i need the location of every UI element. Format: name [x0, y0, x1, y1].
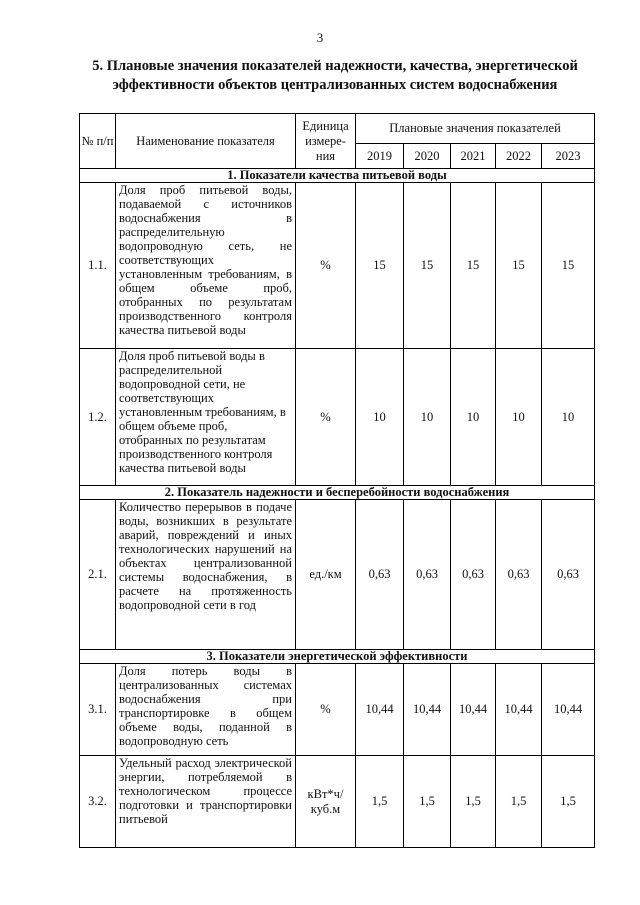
row-num: 2.1.	[80, 500, 116, 650]
header-year: 2019	[356, 144, 404, 169]
table-row	[80, 183, 595, 349]
row-value: 10,44	[356, 664, 404, 756]
row-value: 1,5	[404, 756, 451, 848]
row-num: 1.2.	[80, 349, 116, 486]
header-year: 2021	[451, 144, 496, 169]
row-value: 10,44	[404, 664, 451, 756]
row-unit: %	[296, 183, 356, 349]
header-unit: Единица измере-ния	[296, 114, 356, 169]
table-row	[80, 756, 595, 848]
row-value: 10	[542, 349, 595, 486]
row-num: 3.2.	[80, 756, 116, 848]
row-value: 1,5	[451, 756, 496, 848]
row-value: 10,44	[496, 664, 542, 756]
section-title: 1. Показатели качества питьевой воды	[80, 169, 595, 183]
row-value: 10	[451, 349, 496, 486]
row-num: 1.1.	[80, 183, 116, 349]
row-name: Доля проб питьевой воды в распределительной водопроводной сети, не соответствующих установленным требованиям, в общем объеме проб, отобранных по результатам производственного контроля качества питьевой воды	[116, 349, 296, 486]
row-value: 0,63	[542, 500, 595, 650]
row-value: 0,63	[496, 500, 542, 650]
header-num: № п/п	[80, 114, 116, 169]
row-value: 15	[356, 183, 404, 349]
page-title: 5. Плановые значения показателей надежности, качества, энергетической эффективности объектов централизованных систем водоснабжения	[92, 58, 578, 93]
row-value: 15	[404, 183, 451, 349]
row-unit: кВт*ч/куб.м	[296, 756, 356, 848]
header-plan: Плановые значения показателей	[356, 114, 595, 144]
row-num: 3.1.	[80, 664, 116, 756]
row-name: Доля проб питьевой воды, подаваемой с источников водоснабжения в распределительную водопроводную сеть, не соответствующих установленным требованиям, в общем объеме проб, отобранных по результатам производственного контроля качества питьевой воды	[116, 183, 296, 349]
row-value: 0,63	[356, 500, 404, 650]
indicators-table	[79, 113, 595, 848]
table-row	[80, 500, 595, 650]
row-unit: %	[296, 664, 356, 756]
table-row	[80, 664, 595, 756]
row-value: 10,44	[451, 664, 496, 756]
row-name: Удельный расход электрической энергии, потребляемой в технологическом процессе подготовки и транспортировки питьевой	[116, 756, 296, 848]
row-name: Доля потерь воды в централизованных системах водоснабжения при транспортировке в общем объеме воды, поданной в водопроводную сеть	[116, 664, 296, 756]
header-year: 2022	[496, 144, 542, 169]
row-name: Количество перерывов в подаче воды, возникших в результате аварий, повреждений и иных технологических нарушений на объектах централизованной системы водоснабжения, в расчете на протяженность водопроводной сети в год	[116, 500, 296, 650]
section-title: 2. Показатель надежности и бесперебойности водоснабжения	[80, 486, 595, 500]
row-value: 10	[404, 349, 451, 486]
row-value: 15	[496, 183, 542, 349]
row-value: 1,5	[542, 756, 595, 848]
row-unit: %	[296, 349, 356, 486]
row-value: 10,44	[542, 664, 595, 756]
row-value: 10	[356, 349, 404, 486]
row-value: 15	[451, 183, 496, 349]
header-year: 2020	[404, 144, 451, 169]
row-value: 15	[542, 183, 595, 349]
header-name: Наименование показателя	[116, 114, 296, 169]
row-value: 1,5	[356, 756, 404, 848]
row-value: 10	[496, 349, 542, 486]
row-value: 1,5	[496, 756, 542, 848]
row-unit: ед./км	[296, 500, 356, 650]
row-value: 0,63	[404, 500, 451, 650]
page-number: 3	[316, 30, 324, 45]
table-row	[80, 349, 595, 486]
row-value: 0,63	[451, 500, 496, 650]
header-year: 2023	[542, 144, 595, 169]
section-title: 3. Показатели энергетической эффективности	[80, 650, 595, 664]
